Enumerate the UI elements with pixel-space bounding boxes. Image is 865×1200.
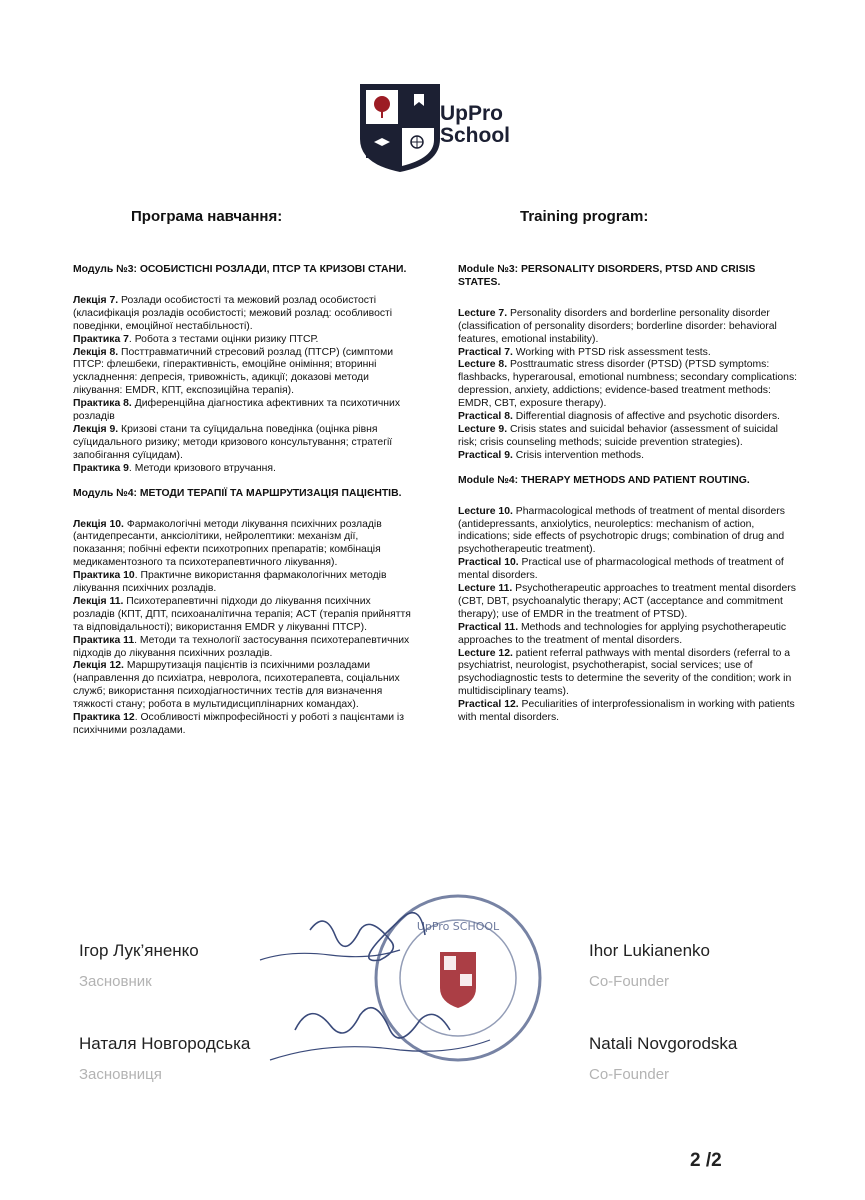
list-item: Практика 12. Особливості міжпрофесійності у роботі з пацієнтами із психічними розладами. [73, 712, 405, 736]
list-item: Лекція 7. Розлади особистості та межовий розлад особистості (класифікація розладів особистості; межовий розлад: особливості поведінки, емоційної нестабільності). [73, 294, 393, 332]
signer-role: Co-Founder [589, 1066, 670, 1083]
signer-role: Засновник [79, 973, 152, 990]
list-item: Практика 10. Практичне використання фармакологічних методів лікування психічних розладів. [73, 570, 387, 595]
list-item: Лекція 11. Психотерапевтичні підходи до лікування психічних розладів (КПТ, ДПТ, психоаналітична терапія; ACT (терапія прийняття та відповідальності); використання EMDR у лікуванні ПТСР). [73, 595, 411, 633]
list-item: Практика 8. Диференційна діагностика афективних та психотичних розладів [73, 398, 401, 423]
signer-role: Засновниця [79, 1066, 162, 1083]
module-3-items-en [458, 308, 798, 463]
heading-en: Training program: [520, 208, 649, 225]
list-item: Практика 9. Методи кризового втручання. [73, 462, 276, 474]
module-4-items-uk [73, 519, 413, 738]
logo-wordmark [440, 103, 510, 147]
list-item: Практика 11. Методи та технології застосування психотерапевтичних підходів до лікування психічних розладів. [73, 634, 410, 659]
stamp-and-signatures-icon [250, 890, 550, 1080]
stamp-text: UpPro SCHOOL [416, 920, 500, 933]
module-3-items-uk [73, 295, 413, 476]
signer-role: Co-Founder [589, 973, 670, 990]
list-item: Лекція 10. Фармакологічні методи лікування психічних розладів (антидепресанти, анксіолітики, нейролептики: механізм дії, показання; побічні ефекти психотропних препаратів; комбінація медикаментозного та психотерапевтичного лікування). [73, 518, 382, 569]
list-item: Практика 7. Робота з тестами оцінки ризику ПТСР. [73, 333, 319, 345]
signature-uk-2 [79, 1034, 250, 1083]
list-item: Practical 8. Differential diagnosis of affective and psychotic disorders. [458, 411, 780, 423]
module-3-title-en: Module №3: PERSONALITY DISORDERS, PTSD AND CRISIS STATES. [458, 264, 756, 288]
list-item: Practical 7. Working with PTSD risk assessment tests. [458, 346, 711, 358]
list-item: Practical 10. Practical use of pharmacological methods of treatment of mental disorders. [458, 557, 784, 582]
list-item: Lecture 9. Crisis states and suicidal behavior (assessment of suicidal risk; crisis counseling methods; suicide prevention strategies). [458, 423, 778, 448]
column-en [458, 264, 798, 725]
module-4-title-uk: Модуль №4: МЕТОДИ ТЕРАПІЇ ТА МАРШРУТИЗАЦІЯ ПАЦІЄНТІВ. [73, 487, 402, 499]
list-item: Lecture 10. Pharmacological methods of treatment of mental disorders (antidepressants, anxiolytics, neuroleptics: mechanism of action, indications; side effects of psychotropic drugs; combination of drug and psychotherapeutic treatment). [458, 505, 785, 556]
logo-line-1: UpPro [440, 102, 503, 125]
list-item: Practical 11. Methods and technologies for applying psychotherapeutic approaches to the treatment of mental disorders. [458, 621, 787, 646]
signature-en-2 [589, 1034, 737, 1083]
module-3-title-uk: Модуль №3: ОСОБИСТІСНІ РОЗЛАДИ, ПТСР ТА КРИЗОВІ СТАНИ. [73, 264, 407, 275]
signer-name: Ігор Лук’яненко [79, 941, 199, 960]
list-item: Lecture 7. Personality disorders and borderline personality disorder (classification of personality disorders; borderline disorder: behavioral features, emotional instability). [458, 307, 777, 345]
list-item: Lecture 12. patient referral pathways with mental disorders (referral to a psychiatrist, neurologist, psychotherapist, social services; use of psychodiagnostic tests to determine the severity of the condition; work in multidisciplinary teams). [458, 647, 792, 698]
logo-line-2: School [440, 124, 511, 147]
list-item: Лекція 12. Маршрутизація пацієнтів із психічними розладами (направлення до психіатра, невролога, психотерапевта, соціальних служб; використання психодіагностичних тестів для визначення тяжкості стану; робота в мультидисциплінарних командах). [73, 660, 400, 711]
signature-en-1 [589, 941, 710, 990]
column-uk [73, 264, 413, 738]
module-4-title-en: Module №4: THERAPY METHODS AND PATIENT ROUTING. [458, 474, 750, 486]
list-item: Лекція 9. Кризові стани та суїцидальна поведінка (оцінка рівня суїцидального ризику; методи кризового консультування; стратегії запобігання суїцидам). [73, 423, 393, 461]
list-item: Practical 9. Crisis intervention methods. [458, 449, 644, 461]
signer-name: Natali Novgorodska [589, 1034, 738, 1053]
module-4-items-en [458, 506, 798, 725]
signature-uk-1 [79, 941, 199, 990]
list-item: Лекція 8. Посттравматичний стресовий розлад (ПТСР) (симптоми ПТСР: флешбеки, гіперактивність, емоційне оніміння; вторинні ускладнення: депресія, тривожність, адикції; доказові методи лікування: EMDR, КПТ, експозиційна терапія). [73, 346, 394, 397]
heading-uk: Програма навчання: [131, 208, 283, 225]
list-item: Practical 12. Peculiarities of interprofessionalism in working with patients with mental disorders. [458, 699, 795, 724]
list-item: Lecture 8. Posttraumatic stress disorder (PTSD) (PTSD symptoms: flashbacks, hyperarousal, emotional numbness; secondary complications: depression, anxiety, addictions; evidence-based treatment methods: EMDR, CBT, exposure therapy). [458, 359, 798, 410]
signer-name: Ihor Lukianenko [589, 941, 710, 960]
page-number: 2 /2 [690, 1150, 722, 1171]
list-item: Lecture 11. Psychotherapeutic approaches to treatment mental disorders (CBT, DBT, psychoanalytic therapy; ACT (acceptance and commitment therapy); use of EMDR in the treatment of PTSD). [458, 583, 796, 620]
signer-name: Наталя Новгородська [79, 1034, 251, 1053]
